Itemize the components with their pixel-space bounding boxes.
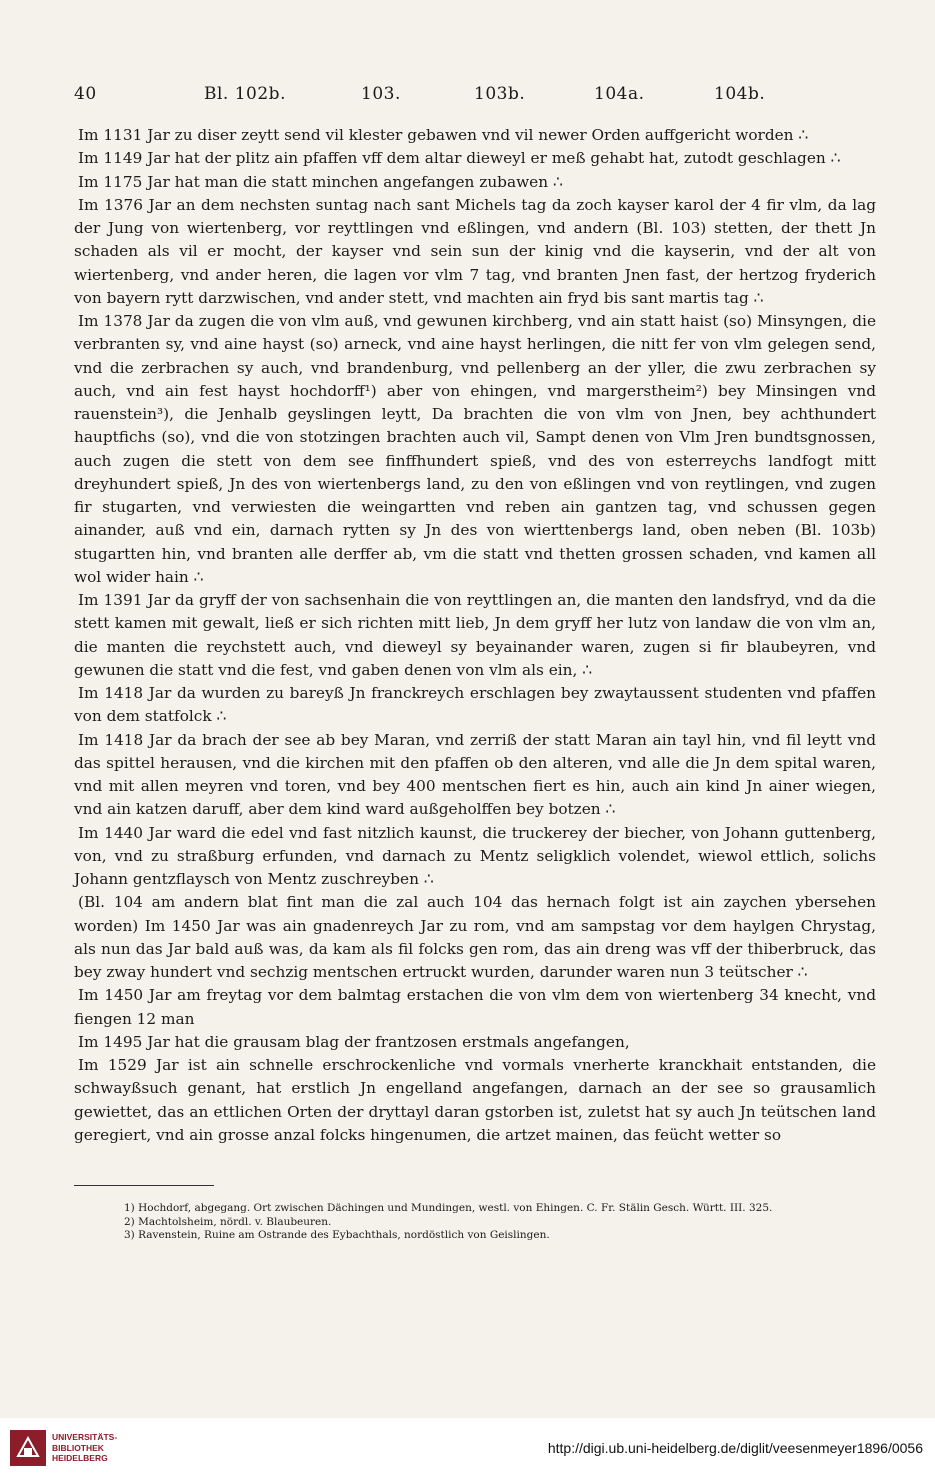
folio-ref: 104b.	[714, 84, 766, 104]
paragraph: Im 1440 Jar ward die edel vnd fast nitzlich kaunst, die truckerey der biecher, von Johann guttenberg, von, vnd zu straßburg erfunden, vnd darnach zu Mentz seligklich volendet, wiewol ettlich, solichs Johann gentzflaysch von Mentz zuschreyben ∴	[74, 823, 876, 888]
paragraph: Im 1529 Jar ist ain schnelle erschrockenliche vnd vormals vnerherte kranckhait entstanden, die schwayßsuch genant, hat erstlich Jn engelland angefangen, darnach an der see so grausamlich gewiettet, das an ettlichen Orten der dryttayl daran gstorben ist, zuletst hat sy auch Jn teütschen land geregiert, vnd ain grosse anzal folcks hingenumen, die artzet mainen, das feücht wetter so	[74, 1056, 876, 1144]
footnotes	[74, 1202, 876, 1243]
paragraph: Im 1418 Jar da wurden zu bareyß Jn franckreych erschlagen bey zwaytaussent studenten vnd pfaffen von dem statfolck ∴	[74, 684, 876, 726]
logo-line: HEIDELBERG	[52, 1453, 108, 1463]
chronicle-text	[74, 124, 876, 1243]
paragraph: Im 1175 Jar hat man die statt minchen angefangen zubawen ∴	[78, 172, 563, 191]
paragraph: Im 1376 Jar an dem nechsten suntag nach sant Michels tag da zoch kayser karol der 4 fir vlm, da lag der Jung von wiertenberg, vor reyttlingen vnd eßlingen, vnd andern (Bl. 103) stetten, der thett Jn schaden als vil er mocht, der kayser vnd sein sun der kinig vnd die kayserin, vnd der alt von wiertenberg, vnd ander heren, die lagen vor vlm 7 tag, vnd branten Jnen fast, der hertzog fryderich von bayern rytt darzwischen, vnd ander stett, vnd machten ain fryd bis sant martis tag ∴	[74, 195, 876, 307]
permalink-url[interactable]: http://digi.ub.uni-heidelberg.de/diglit/veesenmeyer1896/0056	[547, 1440, 923, 1456]
paragraph: Im 1149 Jar hat der plitz ain pfaffen vff dem altar dieweyl er meß gehabt hat, zutodt geschlagen ∴	[78, 149, 841, 168]
paragraph: Im 1131 Jar zu diser zeytt send vil klester gebawen vnd vil newer Orden auffgericht worden ∴	[78, 126, 809, 144]
paragraph: Im 1495 Jar hat die grausam blag der frantzosen erstmals angefangen,	[78, 1032, 630, 1051]
library-name	[52, 1432, 152, 1464]
viewer-footer	[0, 1418, 935, 1479]
folio-ref: 104a.	[594, 84, 645, 104]
paragraph: (Bl. 104 am andern blat fint man die zal auch 104 das hernach folgt ist ain zaychen ybersehen worden) Im 1450 Jar was ain gnadenreych Jar zu rom, vnd am sampstag vor dem haylgen Chrystag, als nun das Jar bald auß was, da kam als fil folcks gen rom, das ain dreng was vff der thiberbruck, das bey zway hundert vnd sechzig mentschen ertruckt wurden, darunder waren nun 3 teütscher ∴	[74, 893, 876, 981]
page-number: 40	[74, 84, 97, 104]
footnote-rule	[74, 1185, 214, 1186]
folio-ref: Bl. 102b.	[204, 84, 286, 104]
library-crest-icon	[10, 1430, 46, 1466]
folio-ref: 103.	[361, 84, 401, 104]
paragraph: Im 1391 Jar da gryff der von sachsenhain die von reyttlingen an, die manten den landsfryd, vnd da die stett kamen mit gewalt, ließ er sich richten mitt lieb, Jn dem gryff her lutz von landaw die von vlm an, die manten die reychstett auch, vnd dieweyl sy beyainander waren, zugen si fir blaubeyren, vnd gewunen die statt vnd die fest, vnd gaben denen von vlm als ein, ∴	[74, 591, 876, 679]
paragraph: Im 1378 Jar da zugen die von vlm auß, vnd gewunen kirchberg, vnd ain statt haist (so) Minsyngen, die verbranten sy, vnd aine hayst (so) arneck, vnd aine hayst herlingen, die nitt fer von vlm gelegen send, vnd die zerbrachen sy auch, vnd brandenburg, vnd pellenberg an der yller, die zwu zerbrachen sy auch, vnd ain fest hayst hochdorff¹) aber von ehingen, vnd margerstheim²) bey Minsingen vnd rauenstein³), die Jenhalb geyslingen leytt, Da brachten die von vlm von Jnen, bey achthundert hauptfichs (so), vnd die von stotzingen brachten auch vil, Sampt denen von Vlm Jren bundtsgnossen, auch zugen die stett von dem see finffhundert spieß, vnd des von esterreychs landfogt mitt dreyhundert spieß, Jn des von wiertenbergs land, zu den von eßlingen vnd von reytlingen, vnd zugen fir stugarten, vnd verwiesten die weingartten vnd reben ain gantzen tag, vnd schussen gegen ainander, auß vnd ein, darnach rytten sy Jn des von wierttenbergs land, oben neben (Bl. 103b) stugartten hin, vnd branten alle derffer ab, vm die statt vnd thetten grossen schaden, vnd kamen all wol wider hain ∴	[74, 312, 876, 586]
page-header	[74, 84, 864, 110]
footnote: 1) Hochdorf, abgegang. Ort zwischen Dächingen und Mundingen, westl. von Ehingen. C. Fr. Stälin Gesch. Württ. III. 325.	[124, 1202, 773, 1214]
folio-ref: 103b.	[474, 84, 526, 104]
library-logo[interactable]	[10, 1426, 140, 1472]
footnote: 3) Ravenstein, Ruine am Ostrande des Eybachthals, nordöstlich von Geislingen.	[124, 1229, 550, 1241]
paragraph: Im 1450 Jar am freytag vor dem balmtag erstachen die von vlm dem von wiertenberg 34 knecht, vnd fiengen 12 man	[74, 986, 876, 1028]
logo-line: UNIVERSITÄTS-	[52, 1432, 118, 1442]
footnote: 2) Machtolsheim, nördl. v. Blaubeuren.	[124, 1215, 332, 1228]
logo-line: BIBLIOTHEK	[52, 1442, 104, 1453]
paragraph: Im 1418 Jar da brach der see ab bey Maran, vnd zerriß der statt Maran ain tayl hin, vnd fil leytt vnd das spittel herausen, vnd die kirchen mit den pfaffen ob den alteren, vnd alle die Jn dem spital waren, vnd mit allen meyren vnd toren, vnd bey 400 mentschen fiert es hin, auch ain kind Jn ainer wiegen, vnd ain katzen daruff, aber dem kind ward außgeholffen bey botzen ∴	[74, 730, 876, 819]
